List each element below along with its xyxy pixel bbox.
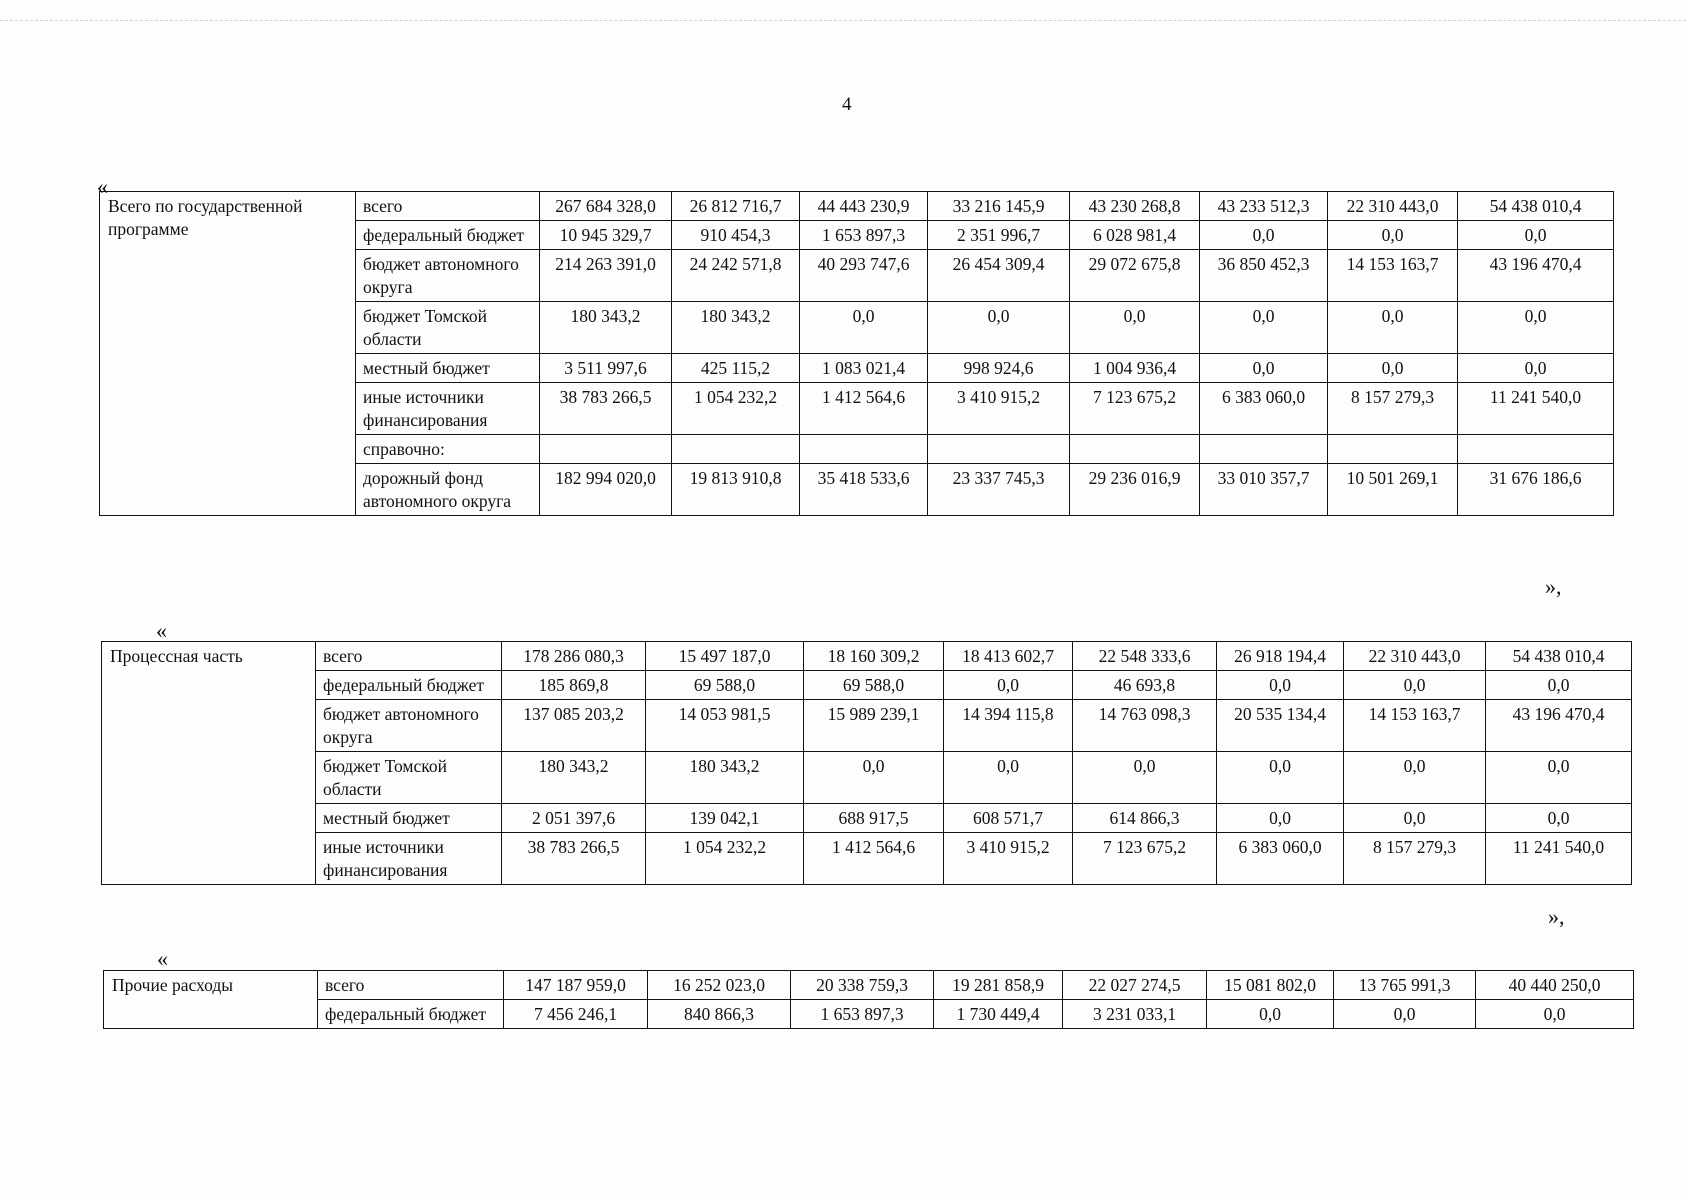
amount-cell: 0,0: [1486, 752, 1632, 804]
amount-cell: 10 501 269,1: [1328, 464, 1458, 516]
amount-cell: 3 511 997,6: [540, 354, 672, 383]
amount-cell: 0,0: [1486, 804, 1632, 833]
amount-cell: 14 153 163,7: [1328, 250, 1458, 302]
amount-cell: 0,0: [1073, 752, 1217, 804]
amount-cell: 22 027 274,5: [1063, 971, 1207, 1000]
amount-cell: 2 051 397,6: [502, 804, 646, 833]
funding-source-label: иные источники финансирования: [356, 383, 540, 435]
amount-cell: [800, 435, 928, 464]
amount-cell: 1 083 021,4: [800, 354, 928, 383]
amount-cell: 6 383 060,0: [1217, 833, 1344, 885]
amount-cell: 29 236 016,9: [1070, 464, 1200, 516]
amount-cell: 19 281 858,9: [934, 971, 1063, 1000]
amount-cell: 840 866,3: [648, 1000, 791, 1029]
amount-cell: 0,0: [1217, 752, 1344, 804]
table-row: [102, 752, 1632, 804]
amount-cell: 1 653 897,3: [791, 1000, 934, 1029]
amount-cell: [1200, 435, 1328, 464]
amount-cell: 33 010 357,7: [1200, 464, 1328, 516]
amount-cell: 16 252 023,0: [648, 971, 791, 1000]
amount-cell: [928, 435, 1070, 464]
amount-cell: [1328, 435, 1458, 464]
amount-cell: 18 413 602,7: [944, 642, 1073, 671]
table-row: [102, 671, 1632, 700]
table-row: [102, 642, 1632, 671]
amount-cell: 0,0: [1200, 354, 1328, 383]
open-quote-1: «: [97, 174, 108, 199]
funding-source-label: бюджет автономного округа: [316, 700, 502, 752]
table-row: [104, 971, 1634, 1000]
program-section-name: Всего по государственной программе: [100, 192, 356, 516]
funding-source-label: федеральный бюджет: [356, 221, 540, 250]
amount-cell: 3 410 915,2: [944, 833, 1073, 885]
funding-source-label: бюджет Томской области: [356, 302, 540, 354]
amount-cell: 178 286 080,3: [502, 642, 646, 671]
amount-cell: 54 438 010,4: [1486, 642, 1632, 671]
amount-cell: 8 157 279,3: [1344, 833, 1486, 885]
funding-source-label: дорожный фонд автономного округа: [356, 464, 540, 516]
amount-cell: 6 383 060,0: [1200, 383, 1328, 435]
table-row: [100, 192, 1614, 221]
funding-source-label: бюджет автономного округа: [356, 250, 540, 302]
amount-cell: 38 783 266,5: [540, 383, 672, 435]
amount-cell: 0,0: [800, 302, 928, 354]
amount-cell: 22 310 443,0: [1328, 192, 1458, 221]
amount-cell: 3 231 033,1: [1063, 1000, 1207, 1029]
open-quote-2: «: [156, 618, 167, 643]
amount-cell: 31 676 186,6: [1458, 464, 1614, 516]
amount-cell: 43 233 512,3: [1200, 192, 1328, 221]
amount-cell: 0,0: [1334, 1000, 1476, 1029]
amount-cell: 54 438 010,4: [1458, 192, 1614, 221]
amount-cell: [540, 435, 672, 464]
amount-cell: 180 343,2: [540, 302, 672, 354]
funding-source-label: федеральный бюджет: [316, 671, 502, 700]
table-row: [104, 1000, 1634, 1029]
amount-cell: 40 293 747,6: [800, 250, 928, 302]
amount-cell: 0,0: [1200, 221, 1328, 250]
amount-cell: 1 730 449,4: [934, 1000, 1063, 1029]
amount-cell: 608 571,7: [944, 804, 1073, 833]
amount-cell: 185 869,8: [502, 671, 646, 700]
funding-source-label: бюджет Томской области: [316, 752, 502, 804]
amount-cell: 998 924,6: [928, 354, 1070, 383]
table-row: [102, 804, 1632, 833]
amount-cell: 11 241 540,0: [1458, 383, 1614, 435]
amount-cell: 1 054 232,2: [672, 383, 800, 435]
amount-cell: 910 454,3: [672, 221, 800, 250]
amount-cell: 0,0: [1217, 671, 1344, 700]
amount-cell: 14 763 098,3: [1073, 700, 1217, 752]
amount-cell: 0,0: [1328, 221, 1458, 250]
table-process-part: [101, 641, 1632, 885]
amount-cell: 0,0: [1344, 671, 1486, 700]
amount-cell: 26 812 716,7: [672, 192, 800, 221]
funding-source-label: справочно:: [356, 435, 540, 464]
amount-cell: 0,0: [1458, 221, 1614, 250]
amount-cell: 180 343,2: [646, 752, 804, 804]
funding-source-label: местный бюджет: [316, 804, 502, 833]
amount-cell: 36 850 452,3: [1200, 250, 1328, 302]
amount-cell: 267 684 328,0: [540, 192, 672, 221]
amount-cell: 0,0: [1207, 1000, 1334, 1029]
amount-cell: 15 989 239,1: [804, 700, 944, 752]
amount-cell: 0,0: [1344, 752, 1486, 804]
amount-cell: 0,0: [944, 671, 1073, 700]
table-state-program-total: [99, 191, 1614, 516]
amount-cell: 0,0: [944, 752, 1073, 804]
amount-cell: 614 866,3: [1073, 804, 1217, 833]
amount-cell: 22 548 333,6: [1073, 642, 1217, 671]
page-number: 4: [842, 94, 852, 115]
amount-cell: 1 412 564,6: [800, 383, 928, 435]
funding-source-label: местный бюджет: [356, 354, 540, 383]
table-row: [102, 700, 1632, 752]
amount-cell: 7 123 675,2: [1073, 833, 1217, 885]
amount-cell: 13 765 991,3: [1334, 971, 1476, 1000]
funding-source-label: всего: [316, 642, 502, 671]
amount-cell: 688 917,5: [804, 804, 944, 833]
amount-cell: 20 535 134,4: [1217, 700, 1344, 752]
amount-cell: 33 216 145,9: [928, 192, 1070, 221]
program-section-name: Процессная часть: [102, 642, 316, 885]
amount-cell: 10 945 329,7: [540, 221, 672, 250]
amount-cell: 29 072 675,8: [1070, 250, 1200, 302]
amount-cell: 0,0: [1328, 302, 1458, 354]
amount-cell: 35 418 533,6: [800, 464, 928, 516]
amount-cell: 0,0: [1200, 302, 1328, 354]
amount-cell: 0,0: [1458, 302, 1614, 354]
amount-cell: 8 157 279,3: [1328, 383, 1458, 435]
amount-cell: 11 241 540,0: [1486, 833, 1632, 885]
table-row: [102, 833, 1632, 885]
amount-cell: 69 588,0: [804, 671, 944, 700]
amount-cell: 7 123 675,2: [1070, 383, 1200, 435]
amount-cell: 1 004 936,4: [1070, 354, 1200, 383]
amount-cell: 137 085 203,2: [502, 700, 646, 752]
amount-cell: 14 053 981,5: [646, 700, 804, 752]
amount-cell: 43 196 470,4: [1458, 250, 1614, 302]
amount-cell: 0,0: [1328, 354, 1458, 383]
amount-cell: 26 918 194,4: [1217, 642, 1344, 671]
amount-cell: 1 412 564,6: [804, 833, 944, 885]
amount-cell: 139 042,1: [646, 804, 804, 833]
amount-cell: 15 081 802,0: [1207, 971, 1334, 1000]
amount-cell: 0,0: [1458, 354, 1614, 383]
amount-cell: 6 028 981,4: [1070, 221, 1200, 250]
amount-cell: 43 230 268,8: [1070, 192, 1200, 221]
amount-cell: 18 160 309,2: [804, 642, 944, 671]
amount-cell: 0,0: [1476, 1000, 1634, 1029]
amount-cell: 14 394 115,8: [944, 700, 1073, 752]
funding-source-label: иные источники финансирования: [316, 833, 502, 885]
amount-cell: 0,0: [928, 302, 1070, 354]
amount-cell: 2 351 996,7: [928, 221, 1070, 250]
amount-cell: [1458, 435, 1614, 464]
amount-cell: 0,0: [1070, 302, 1200, 354]
amount-cell: 14 153 163,7: [1344, 700, 1486, 752]
funding-source-label: федеральный бюджет: [318, 1000, 504, 1029]
amount-cell: 38 783 266,5: [502, 833, 646, 885]
amount-cell: 19 813 910,8: [672, 464, 800, 516]
funding-source-label: всего: [356, 192, 540, 221]
amount-cell: 26 454 309,4: [928, 250, 1070, 302]
amount-cell: 7 456 246,1: [504, 1000, 648, 1029]
amount-cell: 22 310 443,0: [1344, 642, 1486, 671]
amount-cell: 15 497 187,0: [646, 642, 804, 671]
amount-cell: 0,0: [804, 752, 944, 804]
amount-cell: [672, 435, 800, 464]
amount-cell: 182 994 020,0: [540, 464, 672, 516]
amount-cell: 1 054 232,2: [646, 833, 804, 885]
amount-cell: 180 343,2: [672, 302, 800, 354]
scan-edge-artifact: [0, 20, 1686, 21]
amount-cell: [1070, 435, 1200, 464]
close-quote-1: »,: [1545, 574, 1562, 599]
amount-cell: 180 343,2: [502, 752, 646, 804]
amount-cell: 214 263 391,0: [540, 250, 672, 302]
amount-cell: 0,0: [1486, 671, 1632, 700]
funding-source-label: всего: [318, 971, 504, 1000]
amount-cell: 46 693,8: [1073, 671, 1217, 700]
amount-cell: 24 242 571,8: [672, 250, 800, 302]
amount-cell: 0,0: [1344, 804, 1486, 833]
amount-cell: 23 337 745,3: [928, 464, 1070, 516]
amount-cell: 3 410 915,2: [928, 383, 1070, 435]
amount-cell: 40 440 250,0: [1476, 971, 1634, 1000]
amount-cell: 1 653 897,3: [800, 221, 928, 250]
table-other-expenses: [103, 970, 1634, 1029]
amount-cell: 44 443 230,9: [800, 192, 928, 221]
amount-cell: 69 588,0: [646, 671, 804, 700]
amount-cell: 43 196 470,4: [1486, 700, 1632, 752]
amount-cell: 20 338 759,3: [791, 971, 934, 1000]
amount-cell: 0,0: [1217, 804, 1344, 833]
close-quote-2: »,: [1548, 904, 1565, 929]
amount-cell: 147 187 959,0: [504, 971, 648, 1000]
open-quote-3: «: [157, 946, 168, 971]
program-section-name: Прочие расходы: [104, 971, 318, 1029]
amount-cell: 425 115,2: [672, 354, 800, 383]
